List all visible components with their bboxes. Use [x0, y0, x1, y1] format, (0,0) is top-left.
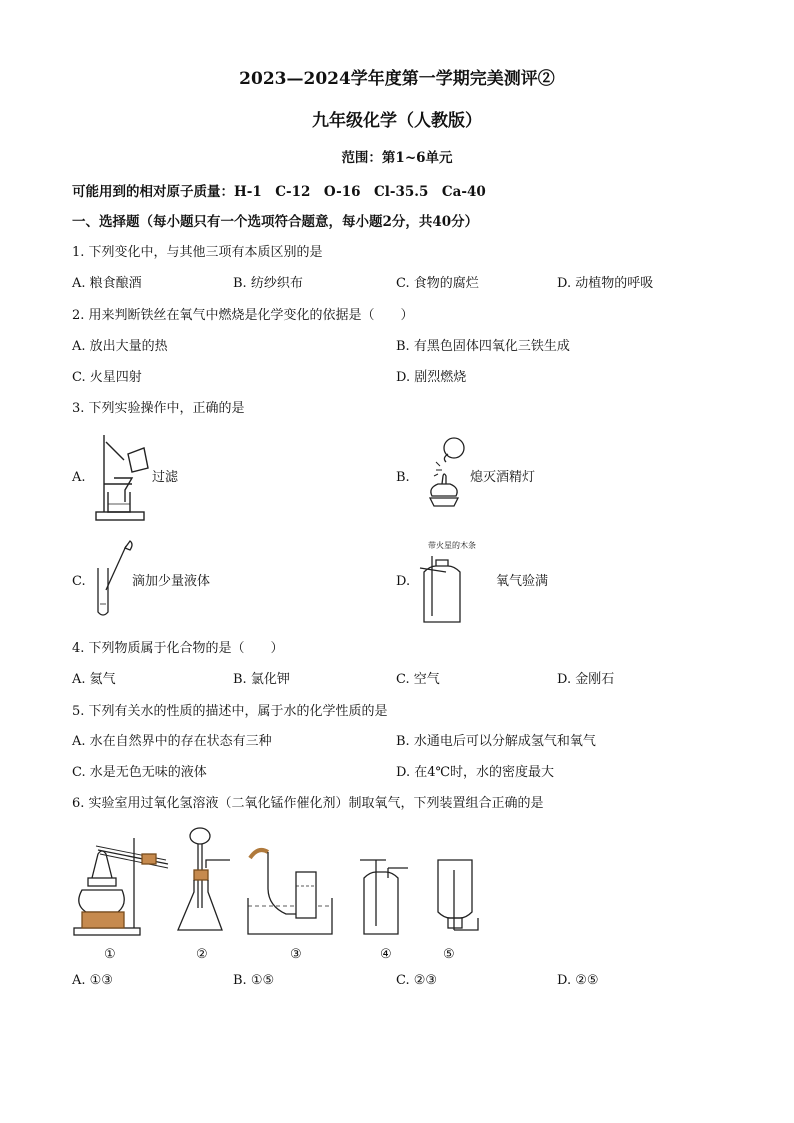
q4-option-a[interactable]: A. 氦气 [72, 672, 116, 687]
apparatus-2-flask-figure [176, 826, 234, 938]
q5-stem: 5. 下列有关水的性质的描述中，属于水的化学性质的是 [72, 704, 388, 719]
q3-option-c-text[interactable]: 滴加少量液体 [132, 574, 211, 589]
q4-option-c[interactable]: C. 空气 [396, 672, 440, 687]
q6-option-b[interactable]: B. ①⑤ [233, 973, 275, 988]
exam-scope: 范围：第1~6单元 [341, 150, 453, 166]
q2-option-a[interactable]: A. 放出大量的热 [72, 339, 168, 354]
q4-stem: 4. 下列物质属于化合物的是（ ） [72, 641, 284, 656]
apparatus-label-5: ⑤ [443, 947, 455, 962]
q2-stem: 2. 用来判断铁丝在氧气中燃烧是化学变化的依据是（ ） [72, 308, 414, 323]
q1-stem: 1. 下列变化中，与其他三项有本质区别的是 [72, 245, 323, 260]
q3-option-d-text[interactable]: 氧气验满 [496, 574, 549, 589]
oxygen-test-figure [416, 552, 466, 626]
exam-subtitle: 九年级化学（人教版） [312, 111, 482, 131]
q6-option-d[interactable]: D. ②⑤ [557, 973, 599, 988]
q5-option-c[interactable]: C. 水是无色无味的液体 [72, 765, 207, 780]
q1-option-d[interactable]: D. 动植物的呼吸 [557, 276, 654, 291]
q5-option-d[interactable]: D. 在4℃时，水的密度最大 [396, 765, 555, 780]
q3-stem: 3. 下列实验操作中，正确的是 [72, 401, 245, 416]
q3-option-b-text[interactable]: 熄灭酒精灯 [470, 470, 536, 485]
q1-option-b[interactable]: B. 纺纱织布 [233, 276, 303, 291]
apparatus-1-heating-figure [72, 824, 176, 938]
q4-option-d[interactable]: D. 金刚石 [557, 672, 615, 687]
q2-option-b[interactable]: B. 有黑色固体四氧化三铁生成 [396, 339, 570, 354]
q6-option-a[interactable]: A. ①③ [72, 973, 113, 988]
dropper-figure [92, 538, 136, 620]
q3-option-a-text[interactable]: 过滤 [152, 470, 179, 485]
q1-option-a[interactable]: A. 粮食酿酒 [72, 276, 142, 291]
q3-option-b-letter[interactable]: B. [396, 470, 410, 485]
apparatus-label-3: ③ [290, 947, 302, 962]
q2-option-d[interactable]: D. 剧烈燃烧 [396, 370, 467, 385]
q3-option-c-letter[interactable]: C. [72, 574, 86, 589]
q5-option-a[interactable]: A. 水在自然界中的存在状态有三种 [72, 734, 272, 749]
apparatus-5-bottle-down-figure [430, 856, 484, 938]
apparatus-label-4: ④ [380, 947, 392, 962]
q5-option-b[interactable]: B. 水通电后可以分解成氢气和氧气 [396, 734, 596, 749]
q3-option-d-letter[interactable]: D. [396, 574, 411, 589]
apparatus-3-water-trough-figure [246, 844, 336, 938]
section-heading: 一、选择题（每小题只有一个选项符合题意，每小题2分，共40分） [72, 214, 479, 230]
q3-option-a-letter[interactable]: A. [72, 470, 86, 485]
q4-option-b[interactable]: B. 氯化钾 [233, 672, 290, 687]
apparatus-4-bottle-up-figure [356, 856, 412, 938]
q6-option-c[interactable]: C. ②③ [396, 973, 438, 988]
q2-option-c[interactable]: C. 火星四射 [72, 370, 142, 385]
q3-d-figure-label: 带火星的木条 [428, 541, 476, 550]
q1-option-c[interactable]: C. 食物的腐烂 [396, 276, 479, 291]
q6-stem: 6. 实验室用过氧化氢溶液（二氧化锰作催化剂）制取氧气，下列装置组合正确的是 [72, 796, 544, 811]
apparatus-label-1: ① [104, 947, 116, 962]
filtration-figure [94, 432, 154, 524]
exam-title: 2023—2024学年度第一学期完美测评② [239, 69, 555, 89]
lamp-blowing-figure [424, 436, 474, 510]
atomic-masses: 可能用到的相对原子质量：H-1 C-12 O-16 Cl-35.5 Ca-40 [72, 184, 486, 200]
apparatus-label-2: ② [196, 947, 208, 962]
